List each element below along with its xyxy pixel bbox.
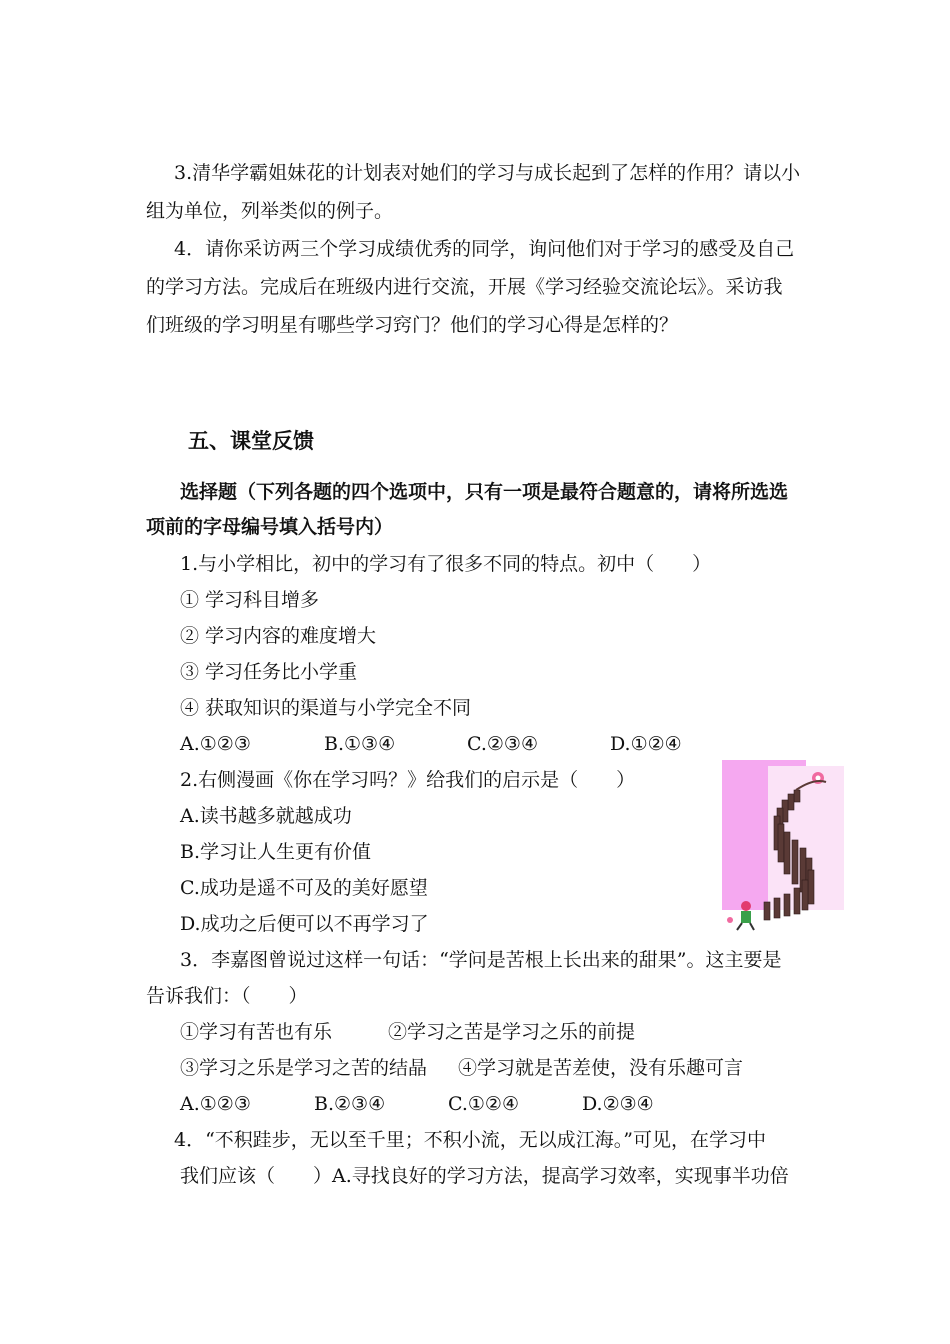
- q2-option-b: B.学习让人生更有价值: [180, 841, 372, 863]
- staircase-comic-icon: [722, 760, 844, 936]
- q1-option-b: B.①③④: [324, 733, 396, 755]
- q1-item: ③ 学习任务比小学重: [180, 661, 358, 683]
- q1-option-c: C.②③④: [467, 733, 538, 755]
- q3-item: ②学习之苦是学习之乐的前提: [388, 1021, 636, 1043]
- q3-option-b: B.②③④: [314, 1093, 386, 1115]
- q4-interview-line1: 4．请你采访两三个学习成绩优秀的同学，询问他们对于学习的感受及自己: [174, 238, 795, 260]
- q3-stem-line1: 3．李嘉图曾说过这样一句话：“学问是苦根上长出来的甜果”。这主要是: [180, 949, 782, 971]
- q1-stem: 1.与小学相比，初中的学习有了很多不同的特点。初中（ ）: [180, 553, 712, 575]
- q4-stem-line1: 4．“不积跬步，无以至千里；不积小流，无以成江海。”可见，在学习中: [174, 1129, 767, 1151]
- q3-discussion-line1: 3.清华学霸姐妹花的计划表对她们的学习与成长起到了怎样的作用？请以小: [174, 162, 801, 184]
- q1-item: ④ 获取知识的渠道与小学完全不同: [180, 697, 472, 719]
- q3-stem-line2: 告诉我们：（ ）: [146, 985, 308, 1007]
- q3-item: ①学习有苦也有乐: [180, 1021, 333, 1043]
- q4-interview-line2: 的学习方法。完成后在班级内进行交流，开展《学习经验交流论坛》。采访我: [146, 276, 783, 298]
- q2-option-d: D.成功之后便可以不再学习了: [180, 913, 429, 935]
- q3-option-c: C.①②④: [448, 1093, 519, 1115]
- q1-item: ② 学习内容的难度增大: [180, 625, 377, 647]
- q2-option-a: A.读书越多就越成功: [180, 805, 352, 827]
- instruction-line1: 选择题（下列各题的四个选项中，只有一项是最符合题意的，请将所选选: [180, 481, 789, 503]
- staircase-comic-image: [722, 760, 844, 936]
- q1-option-d: D.①②④: [610, 733, 682, 755]
- q1-item: ① 学习科目增多: [180, 589, 320, 611]
- q3-option-d: D.②③④: [582, 1093, 654, 1115]
- q3-item: ④学习就是苦差使，没有乐趣可言: [458, 1057, 744, 1079]
- q3-discussion-line2: 组为单位，列举类似的例子。: [146, 200, 394, 222]
- q2-option-c: C.成功是遥不可及的美好愿望: [180, 877, 428, 899]
- q4-interview-line3: 们班级的学习明星有哪些学习窍门？他们的学习心得是怎样的？: [146, 314, 679, 336]
- instruction-line2: 项前的字母编号填入括号内）: [146, 516, 394, 538]
- section-heading: 五、课堂反馈: [188, 429, 314, 453]
- q2-stem: 2.右侧漫画《你在学习吗？》给我们的启示是（ ）: [180, 769, 636, 791]
- q4-stem-line2: 我们应该（ ）A.寻找良好的学习方法，提高学习效率，实现事半功倍: [180, 1165, 789, 1187]
- q1-option-a: A.①②③: [180, 733, 251, 755]
- q3-item: ③学习之乐是学习之苦的结晶: [180, 1057, 428, 1079]
- q3-option-a: A.①②③: [180, 1093, 251, 1115]
